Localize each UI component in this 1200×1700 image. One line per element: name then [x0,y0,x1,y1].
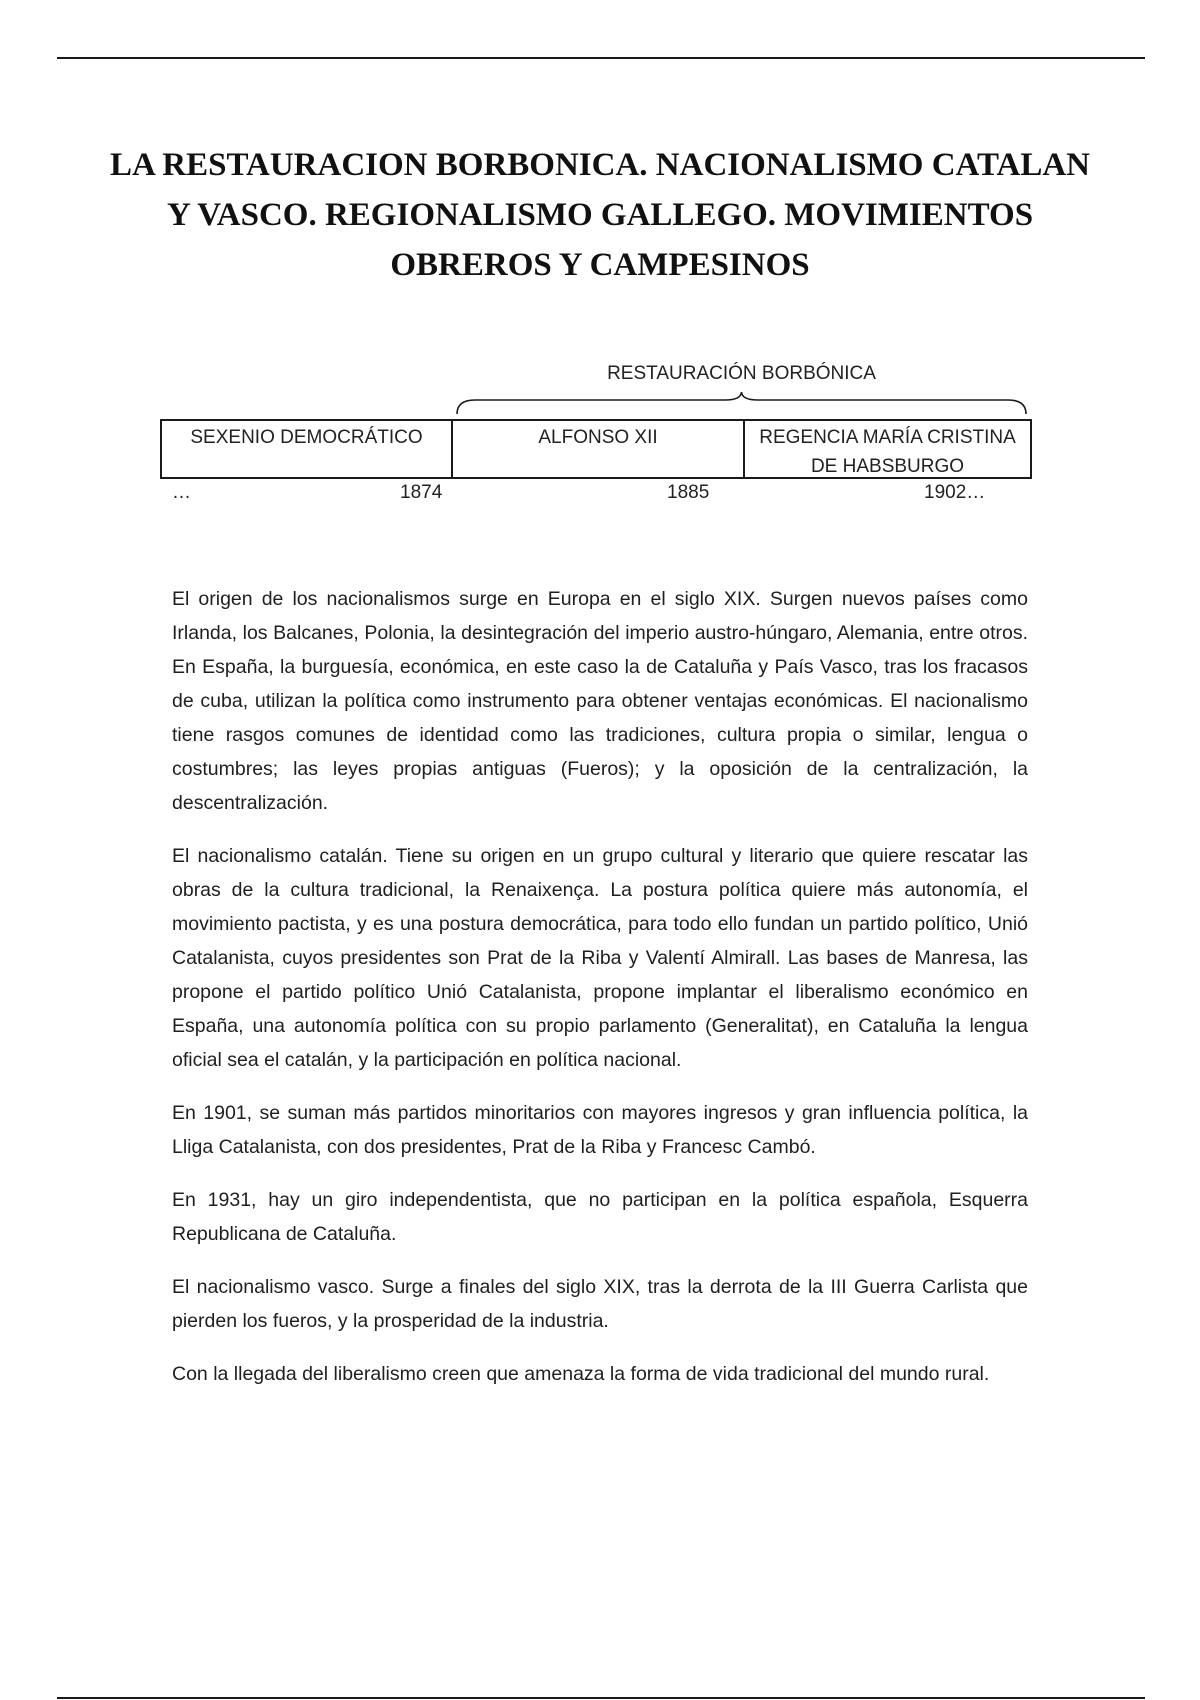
timeline-year-1874: 1874 [400,482,443,503]
curly-brace-icon [455,390,1028,416]
period-sexenio-democratico: SEXENIO DEMOCRÁTICO [162,421,453,477]
timeline-year-start: … [172,482,191,503]
paragraph-1931-esquerra: En 1931, hay un giro independentista, que no participan en la política española, Esquerra Republicana de Cataluña. [172,1189,1028,1245]
body-text [172,582,1028,1410]
paragraph-nacionalismo-vasco: El nacionalismo vasco. Surge a finales del siglo XIX, tras la derrota de la III Guerra Carlista que pierden los fueros, y la prosperidad de la industria. [172,1276,1028,1332]
period-alfonso-xii: ALFONSO XII [453,421,745,477]
bottom-rule [57,1697,1145,1699]
top-rule [57,57,1145,59]
paragraph-liberalismo-rural: Con la llegada del liberalismo creen que amenaza la forma de vida tradicional del mundo rural. [172,1363,990,1385]
paragraph-1901-lliga: En 1901, se suman más partidos minoritarios con mayores ingresos y gran influencia política, la Lliga Catalanista, con dos presidentes, Prat de la Riba y Francesc Cambó. [172,1102,1028,1158]
paragraph-nacionalismo-catalan: El nacionalismo catalán. Tiene su origen en un grupo cultural y literario que quiere rescatar las obras de la cultura tradicional, la Renaixença. La postura política quiere más autonomía, el movimiento pactista, y es una postura democrática, para todo ello fundan un partido político, Unió Catalanista, cuyos presidentes son Prat de la Riba y Valentí Almirall. Las bases de Manresa, las propone el partido político Unió Catalanista, propone implantar el liberalismo económico en España, una autonomía política con su propio parlamento (Generalitat), en Cataluña la lengua oficial sea el catalán, y la participación en política nacional. [172,845,1028,1071]
timeline-brace-label: RESTAURACIÓN BORBÓNICA [607,363,876,384]
period-regencia-maria-cristina: REGENCIA MARÍA CRISTINA DE HABSBURGO [759,427,1016,477]
timeline-year-1902: 1902… [924,482,986,503]
page-title: LA RESTAURACION BORBONICA. NACIONALISMO CATALAN Y VASCO. REGIONALISMO GALLEGO. MOVIMIENTOS OBREROS Y CAMPESINOS [109,147,1091,283]
timeline-year-1885: 1885 [667,482,710,503]
timeline-periods [160,419,1032,479]
paragraph-origen-nacionalismos: El origen de los nacionalismos surge en Europa en el siglo XIX. Surgen nuevos países como Irlanda, los Balcanes, Polonia, la desintegración del imperio austro-húngaro, Alemania, entre otros. En España, la burguesía, económica, en este caso la de Cataluña y País Vasco, tras los fracasos de cuba, utilizan la política como instrumento para obtener ventajas económicas. El nacionalismo tiene rasgos comunes de identidad como las tradiciones, cultura propia o similar, lengua o costumbres; las leyes propias antiguas (Fueros); y la oposición de la centralización, la descentralización. [172,588,1028,814]
timeline [0,360,1200,510]
